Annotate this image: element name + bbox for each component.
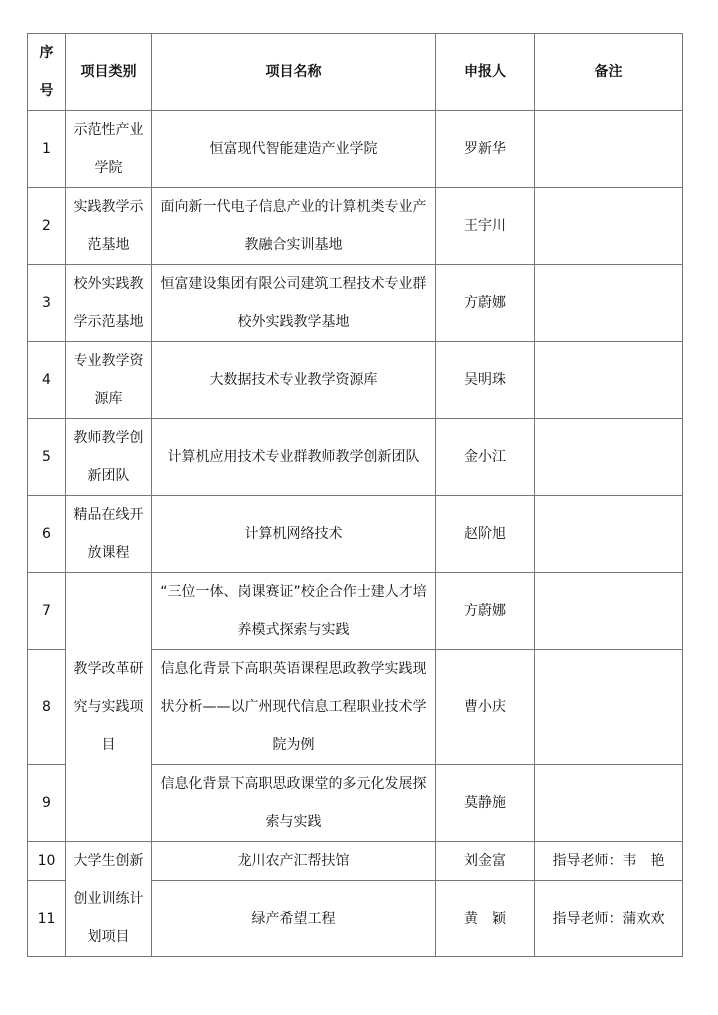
row-num: 3 bbox=[28, 265, 66, 342]
row-applicant: 刘金富 bbox=[436, 842, 535, 881]
header-num-line2: 号 bbox=[39, 83, 54, 99]
row-remarks bbox=[535, 496, 683, 573]
row-applicant: 方蔚娜 bbox=[436, 573, 535, 650]
row-remarks bbox=[535, 265, 683, 342]
header-num bbox=[28, 34, 66, 111]
table-row bbox=[28, 573, 683, 650]
header-applicant: 申报人 bbox=[436, 34, 535, 111]
row-category: 实践教学示范基地 bbox=[66, 188, 152, 265]
row-applicant: 金小江 bbox=[436, 419, 535, 496]
row-remarks bbox=[535, 188, 683, 265]
row-category: 教学改革研究与实践项目 bbox=[66, 573, 152, 842]
table-row bbox=[28, 496, 683, 573]
row-name: 面向新一代电子信息产业的计算机类专业产教融合实训基地 bbox=[152, 188, 436, 265]
row-num: 5 bbox=[28, 419, 66, 496]
header-category: 项目类别 bbox=[66, 34, 152, 111]
row-name: “三位一体、岗课赛证”校企合作士建人才培养模式探索与实践 bbox=[152, 573, 436, 650]
row-applicant: 赵阶旭 bbox=[436, 496, 535, 573]
row-applicant: 方蔚娜 bbox=[436, 265, 535, 342]
header-row bbox=[28, 34, 683, 111]
row-remarks bbox=[535, 342, 683, 419]
row-name: 信息化背景下高职思政课堂的多元化发展探索与实践 bbox=[152, 765, 436, 842]
row-remarks bbox=[535, 419, 683, 496]
row-name: 计算机应用技术专业群教师教学创新团队 bbox=[152, 419, 436, 496]
row-category: 校外实践教学示范基地 bbox=[66, 265, 152, 342]
row-num: 11 bbox=[28, 881, 66, 957]
row-remarks: 指导老师：韦 艳 bbox=[535, 842, 683, 881]
row-category: 精品在线开放课程 bbox=[66, 496, 152, 573]
project-table bbox=[27, 33, 683, 957]
row-category: 大学生创新创业训练计划项目 bbox=[66, 842, 152, 957]
row-num: 6 bbox=[28, 496, 66, 573]
row-applicant: 王宇川 bbox=[436, 188, 535, 265]
table-row bbox=[28, 111, 683, 188]
table-row bbox=[28, 842, 683, 881]
row-category: 示范性产业学院 bbox=[66, 111, 152, 188]
row-remarks: 指导老师：蒲欢欢 bbox=[535, 881, 683, 957]
row-remarks bbox=[535, 573, 683, 650]
row-num: 9 bbox=[28, 765, 66, 842]
row-applicant: 黄 颖 bbox=[436, 881, 535, 957]
row-num: 7 bbox=[28, 573, 66, 650]
row-remarks bbox=[535, 650, 683, 765]
header-name: 项目名称 bbox=[152, 34, 436, 111]
row-name: 龙川农产汇帮扶馆 bbox=[152, 842, 436, 881]
row-applicant: 吴明珠 bbox=[436, 342, 535, 419]
row-name: 绿产希望工程 bbox=[152, 881, 436, 957]
table-row bbox=[28, 188, 683, 265]
row-name: 恒富建设集团有限公司建筑工程技术专业群校外实践教学基地 bbox=[152, 265, 436, 342]
header-remarks: 备注 bbox=[535, 34, 683, 111]
row-category: 教师教学创新团队 bbox=[66, 419, 152, 496]
row-remarks bbox=[535, 765, 683, 842]
table-row bbox=[28, 419, 683, 496]
row-num: 1 bbox=[28, 111, 66, 188]
row-name: 恒富现代智能建造产业学院 bbox=[152, 111, 436, 188]
row-applicant: 罗新华 bbox=[436, 111, 535, 188]
row-num: 8 bbox=[28, 650, 66, 765]
row-name: 信息化背景下高职英语课程思政教学实践现状分析——以广州现代信息工程职业技术学院为例 bbox=[152, 650, 436, 765]
row-name: 大数据技术专业教学资源库 bbox=[152, 342, 436, 419]
row-remarks bbox=[535, 111, 683, 188]
row-num: 10 bbox=[28, 842, 66, 881]
row-category: 专业教学资源库 bbox=[66, 342, 152, 419]
row-name: 计算机网络技术 bbox=[152, 496, 436, 573]
row-num: 2 bbox=[28, 188, 66, 265]
table-row bbox=[28, 342, 683, 419]
header-num-line1: 序 bbox=[39, 45, 54, 61]
row-applicant: 曹小庆 bbox=[436, 650, 535, 765]
row-applicant: 莫静施 bbox=[436, 765, 535, 842]
row-num: 4 bbox=[28, 342, 66, 419]
table-row bbox=[28, 265, 683, 342]
